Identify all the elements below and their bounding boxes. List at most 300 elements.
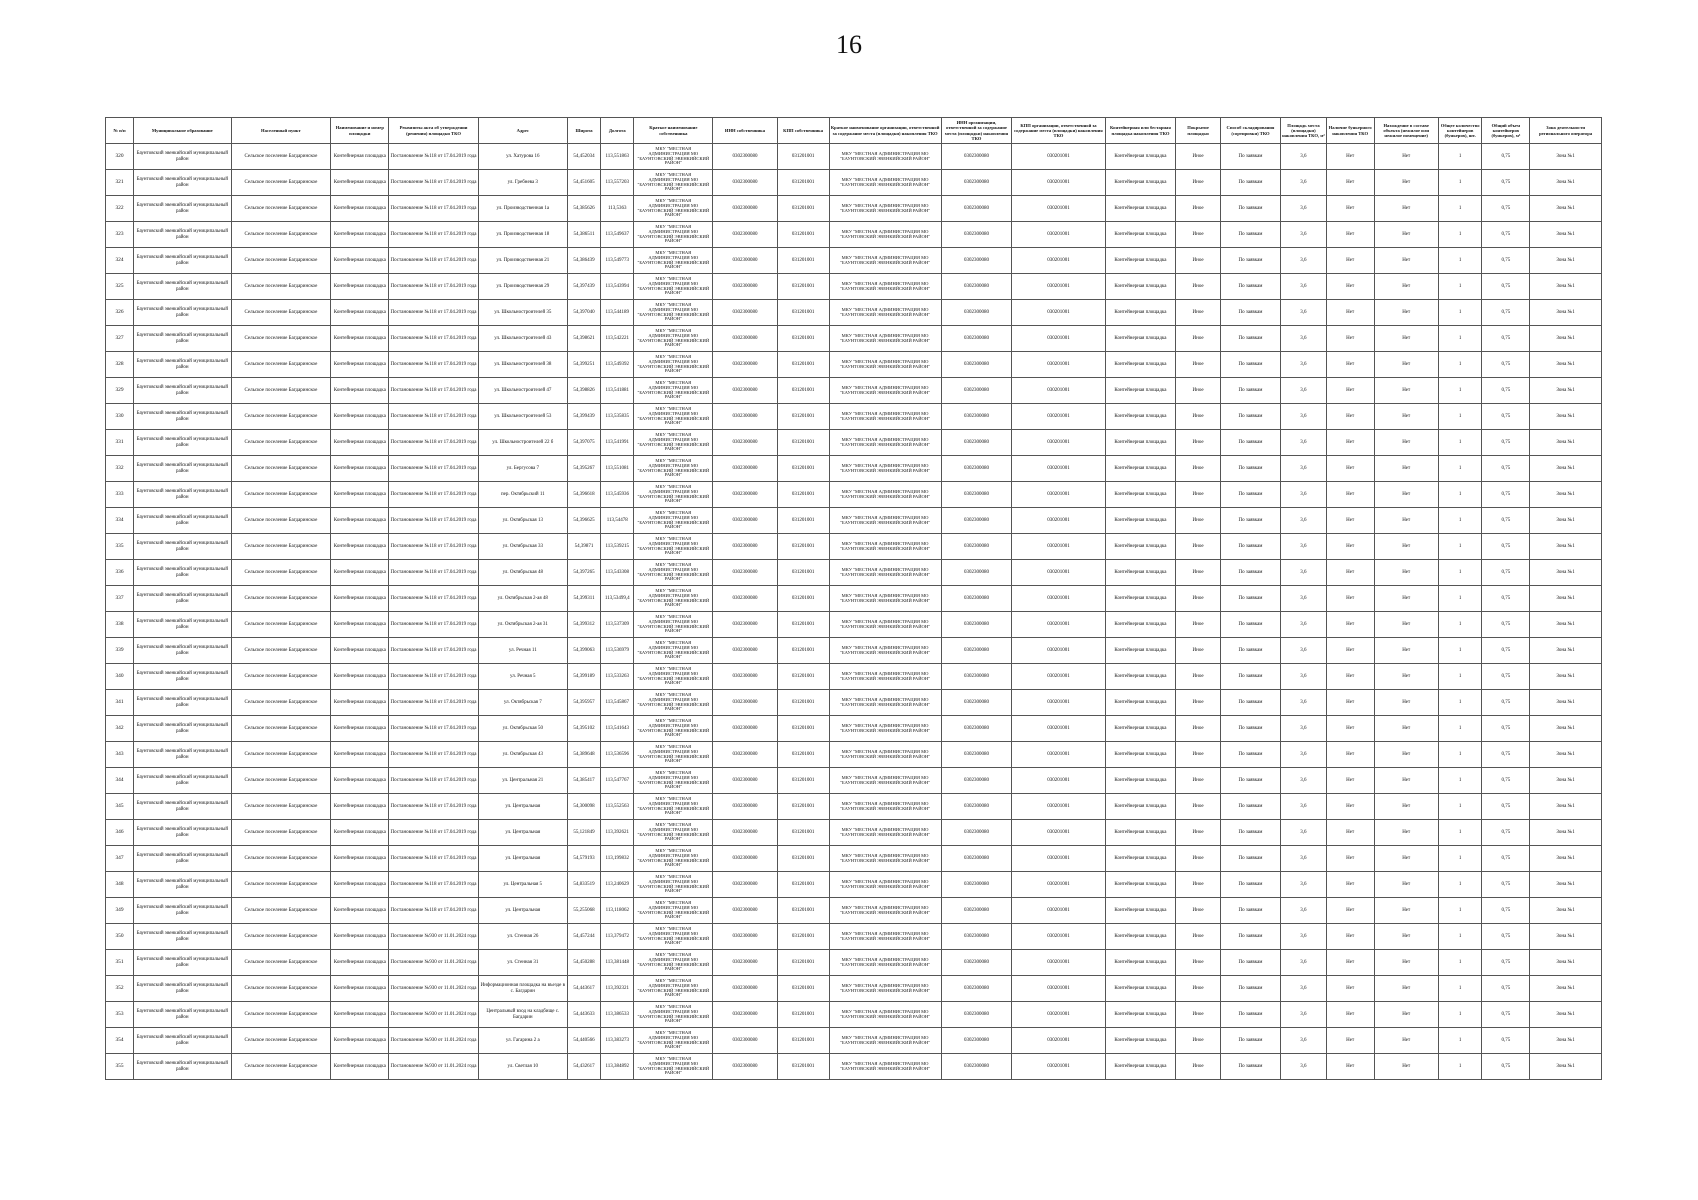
table-cell: 54,450288: [567, 950, 600, 976]
table-cell: Контейнерная площадка: [1105, 1028, 1176, 1054]
table-cell: Сельское поселение Багдаринское: [231, 248, 331, 274]
table-cell: 3,6: [1281, 456, 1327, 482]
table-cell: МКУ "МЕСТНАЯ АДМИНИСТРАЦИЯ МО "БАУНТОВСКИЙ ЭВЕНКИЙСКИЙ РАЙОН": [634, 508, 713, 534]
table-cell: 030201001: [1012, 872, 1105, 898]
table-cell: МКУ "МЕСТНАЯ АДМИНИСТРАЦИЯ МО "БАУНТОВСКИЙ ЭВЕНКИЙСКИЙ РАЙОН": [634, 872, 713, 898]
table-cell: Сельское поселение Багдаринское: [231, 170, 331, 196]
table-cell: ул. Школьностроителей 22 б: [478, 430, 567, 456]
table-cell: Контейнерная площадка: [1105, 560, 1176, 586]
table-cell: По заявкам: [1220, 248, 1280, 274]
table-cell: 352: [106, 976, 134, 1002]
table-cell: 324: [106, 248, 134, 274]
table-cell: 1: [1438, 846, 1482, 872]
table-cell: 0,75: [1482, 1054, 1530, 1080]
table-cell: 031201001: [777, 560, 829, 586]
table-cell: 031201001: [777, 404, 829, 430]
table-cell: 0302300080: [941, 1054, 1012, 1080]
table-cell: Контейнерная площадка: [1105, 690, 1176, 716]
table-cell: 031201001: [777, 534, 829, 560]
table-cell: 1: [1438, 378, 1482, 404]
table-cell: МКУ "МЕСТНАЯ АДМИНИСТРАЦИЯ МО "БАУНТОВСКИЙ ЭВЕНКИЙСКИЙ РАЙОН": [829, 274, 941, 300]
table-cell: Зона №1: [1530, 248, 1602, 274]
table-cell: Иное: [1176, 378, 1221, 404]
table-cell: 342: [106, 716, 134, 742]
table-cell: Нет: [1374, 456, 1438, 482]
table-cell: Сельское поселение Багдаринское: [231, 508, 331, 534]
table-cell: Нет: [1326, 274, 1374, 300]
table-cell: МКУ "МЕСТНАЯ АДМИНИСТРАЦИЯ МО "БАУНТОВСКИЙ ЭВЕНКИЙСКИЙ РАЙОН": [634, 638, 713, 664]
table-cell: 031201001: [777, 170, 829, 196]
table-cell: 1: [1438, 716, 1482, 742]
table-cell: 030201001: [1012, 222, 1105, 248]
table-cell: Сельское поселение Багдаринское: [231, 378, 331, 404]
table-cell: Контейнерная площадка: [331, 534, 389, 560]
table-row: [106, 690, 1602, 716]
table-cell: Постановление №118 от 17.04.2019 года: [389, 430, 478, 456]
table-cell: Нет: [1374, 196, 1438, 222]
table-row: [106, 196, 1602, 222]
table-cell: Нет: [1374, 976, 1438, 1002]
table-cell: Контейнерная площадка: [331, 430, 389, 456]
table-cell: МКУ "МЕСТНАЯ АДМИНИСТРАЦИЯ МО "БАУНТОВСКИЙ ЭВЕНКИЙСКИЙ РАЙОН": [829, 872, 941, 898]
table-cell: 113,541991: [601, 430, 634, 456]
table-cell: ул. Производственная 29: [478, 274, 567, 300]
table-cell: 347: [106, 846, 134, 872]
table-cell: Нет: [1374, 950, 1438, 976]
table-cell: Нет: [1326, 352, 1374, 378]
table-cell: 031201001: [777, 664, 829, 690]
table-cell: МКУ "МЕСТНАЯ АДМИНИСТРАЦИЯ МО "БАУНТОВСКИЙ ЭВЕНКИЙСКИЙ РАЙОН": [634, 456, 713, 482]
table-cell: МКУ "МЕСТНАЯ АДМИНИСТРАЦИЯ МО "БАУНТОВСКИЙ ЭВЕНКИЙСКИЙ РАЙОН": [634, 404, 713, 430]
table-row: [106, 872, 1602, 898]
table-cell: 0302300080: [713, 404, 777, 430]
table-cell: МКУ "МЕСТНАЯ АДМИНИСТРАЦИЯ МО "БАУНТОВСКИЙ ЭВЕНКИЙСКИЙ РАЙОН": [634, 170, 713, 196]
table-cell: 3,6: [1281, 924, 1327, 950]
table-cell: По заявкам: [1220, 820, 1280, 846]
table-cell: Постановление №118 от 17.04.2019 года: [389, 586, 478, 612]
column-header: Краткое наименование собственника: [634, 118, 713, 144]
table-cell: 030201001: [1012, 768, 1105, 794]
table-cell: МКУ "МЕСТНАЯ АДМИНИСТРАЦИЯ МО "БАУНТОВСКИЙ ЭВЕНКИЙСКИЙ РАЙОН": [634, 1002, 713, 1028]
table-row: [106, 1002, 1602, 1028]
table-cell: Баунтовский эвенкийский муниципальный район: [134, 768, 232, 794]
table-cell: 1: [1438, 560, 1482, 586]
table-cell: 54,452034: [567, 144, 600, 170]
table-cell: 351: [106, 950, 134, 976]
table-cell: 113,386533: [601, 1002, 634, 1028]
table-cell: ул. Октябрьская 7: [478, 690, 567, 716]
table-cell: Контейнерная площадка: [1105, 716, 1176, 742]
table-cell: 0302300080: [941, 898, 1012, 924]
table-cell: Контейнерная площадка: [1105, 664, 1176, 690]
table-cell: Сельское поселение Багдаринское: [231, 352, 331, 378]
table-cell: Контейнерная площадка: [331, 1002, 389, 1028]
table-cell: 0302300080: [941, 976, 1012, 1002]
table-cell: Сельское поселение Багдаринское: [231, 300, 331, 326]
table-cell: ул. Октябрьская 33: [478, 534, 567, 560]
table-cell: Сельское поселение Багдаринское: [231, 326, 331, 352]
table-cell: Постановление №118 от 17.04.2019 года: [389, 300, 478, 326]
table-cell: 1: [1438, 742, 1482, 768]
table-cell: Сельское поселение Багдаринское: [231, 976, 331, 1002]
table-cell: 0,75: [1482, 222, 1530, 248]
table-cell: Постановление №118 от 17.04.2019 года: [389, 326, 478, 352]
table-cell: 0302300080: [713, 690, 777, 716]
table-cell: Нет: [1326, 976, 1374, 1002]
table-cell: Зона №1: [1530, 716, 1602, 742]
table-cell: Контейнерная площадка: [1105, 274, 1176, 300]
table-cell: Нет: [1374, 560, 1438, 586]
table-cell: МКУ "МЕСТНАЯ АДМИНИСТРАЦИЯ МО "БАУНТОВСКИЙ ЭВЕНКИЙСКИЙ РАЙОН": [634, 352, 713, 378]
table-cell: Контейнерная площадка: [1105, 586, 1176, 612]
table-cell: По заявкам: [1220, 170, 1280, 196]
table-cell: Постановление №118 от 17.04.2019 года: [389, 690, 478, 716]
table-cell: Зона №1: [1530, 638, 1602, 664]
table-cell: 1: [1438, 456, 1482, 482]
table-cell: 0302300080: [713, 326, 777, 352]
table-cell: 031201001: [777, 1054, 829, 1080]
table-cell: Постановление №118 от 17.04.2019 года: [389, 196, 478, 222]
table-cell: ул. Школьностроителей 47: [478, 378, 567, 404]
table-cell: 0302300080: [941, 638, 1012, 664]
table-cell: Нет: [1374, 352, 1438, 378]
table-cell: 1: [1438, 1054, 1482, 1080]
table-cell: Сельское поселение Багдаринское: [231, 560, 331, 586]
table-cell: Постановление №118 от 17.04.2019 года: [389, 560, 478, 586]
table-cell: 0302300080: [713, 820, 777, 846]
table-cell: Нет: [1374, 638, 1438, 664]
table-cell: По заявкам: [1220, 898, 1280, 924]
table-cell: 0302300080: [713, 144, 777, 170]
table-cell: Баунтовский эвенкийский муниципальный район: [134, 664, 232, 690]
table-cell: МКУ "МЕСТНАЯ АДМИНИСТРАЦИЯ МО "БАУНТОВСКИЙ ЭВЕНКИЙСКИЙ РАЙОН": [634, 664, 713, 690]
table-cell: МКУ "МЕСТНАЯ АДМИНИСТРАЦИЯ МО "БАУНТОВСКИЙ ЭВЕНКИЙСКИЙ РАЙОН": [829, 300, 941, 326]
table-cell: 54,386511: [567, 222, 600, 248]
table-cell: 54,398826: [567, 378, 600, 404]
table-cell: 031201001: [777, 456, 829, 482]
table-cell: По заявкам: [1220, 690, 1280, 716]
table-cell: Баунтовский эвенкийский муниципальный район: [134, 508, 232, 534]
table-cell: 54,39871: [567, 534, 600, 560]
table-cell: 0,75: [1482, 664, 1530, 690]
table-cell: Сельское поселение Багдаринское: [231, 456, 331, 482]
table-cell: МКУ "МЕСТНАЯ АДМИНИСТРАЦИЯ МО "БАУНТОВСКИЙ ЭВЕНКИЙСКИЙ РАЙОН": [829, 742, 941, 768]
table-cell: 113,549392: [601, 352, 634, 378]
table-cell: Иное: [1176, 924, 1221, 950]
table-cell: 0302300080: [713, 248, 777, 274]
table-cell: 0302300080: [713, 378, 777, 404]
table-cell: 0302300080: [941, 1002, 1012, 1028]
table-row: [106, 638, 1602, 664]
table-cell: Зона №1: [1530, 300, 1602, 326]
table-cell: МКУ "МЕСТНАЯ АДМИНИСТРАЦИЯ МО "БАУНТОВСКИЙ ЭВЕНКИЙСКИЙ РАЙОН": [634, 690, 713, 716]
table-cell: Центральный вход на кладбище с. Багдарин: [478, 1002, 567, 1028]
table-cell: Постановление №118 от 17.04.2019 года: [389, 846, 478, 872]
table-cell: Контейнерная площадка: [331, 170, 389, 196]
table-cell: Сельское поселение Багдаринское: [231, 924, 331, 950]
table-cell: По заявкам: [1220, 924, 1280, 950]
table-cell: Нет: [1374, 534, 1438, 560]
table-cell: 0,75: [1482, 872, 1530, 898]
table-cell: 031201001: [777, 794, 829, 820]
table-cell: 54,579193: [567, 846, 600, 872]
table-cell: 0302300080: [713, 976, 777, 1002]
table-cell: 031201001: [777, 430, 829, 456]
table-cell: ул. Речная 5: [478, 664, 567, 690]
table-cell: 0302300080: [941, 196, 1012, 222]
table-cell: 113,547767: [601, 768, 634, 794]
table-cell: Контейнерная площадка: [1105, 846, 1176, 872]
table-row: [106, 300, 1602, 326]
table-cell: Баунтовский эвенкийский муниципальный район: [134, 846, 232, 872]
table-cell: 54,399189: [567, 664, 600, 690]
table-cell: 0302300080: [941, 274, 1012, 300]
table-cell: 1: [1438, 300, 1482, 326]
table-cell: 340: [106, 664, 134, 690]
table-cell: 3,6: [1281, 404, 1327, 430]
table-cell: 0302300080: [713, 508, 777, 534]
table-cell: 54,398621: [567, 326, 600, 352]
table-cell: 0,75: [1482, 950, 1530, 976]
table-cell: По заявкам: [1220, 196, 1280, 222]
table-cell: По заявкам: [1220, 1028, 1280, 1054]
table-cell: Баунтовский эвенкийский муниципальный район: [134, 404, 232, 430]
table-cell: Зона №1: [1530, 430, 1602, 456]
table-cell: Иное: [1176, 456, 1221, 482]
table-cell: Контейнерная площадка: [1105, 170, 1176, 196]
table-cell: 0302300080: [941, 482, 1012, 508]
table-cell: 0302300080: [941, 768, 1012, 794]
table-cell: Нет: [1326, 924, 1374, 950]
table-cell: 030201001: [1012, 846, 1105, 872]
table-row: [106, 664, 1602, 690]
table-cell: Постановление №118 от 17.04.2019 года: [389, 222, 478, 248]
table-row: [106, 794, 1602, 820]
table-cell: 031201001: [777, 300, 829, 326]
table-cell: Контейнерная площадка: [331, 508, 389, 534]
table-cell: 113,240629: [601, 872, 634, 898]
table-cell: МКУ "МЕСТНАЯ АДМИНИСТРАЦИЯ МО "БАУНТОВСКИЙ ЭВЕНКИЙСКИЙ РАЙОН": [634, 534, 713, 560]
table-cell: Зона №1: [1530, 274, 1602, 300]
table-cell: Зона №1: [1530, 404, 1602, 430]
table-cell: Зона №1: [1530, 664, 1602, 690]
table-cell: Иное: [1176, 508, 1221, 534]
table-cell: Контейнерная площадка: [1105, 508, 1176, 534]
table-cell: 0,75: [1482, 300, 1530, 326]
table-cell: 113,383273: [601, 1028, 634, 1054]
table-cell: Контейнерная площадка: [1105, 534, 1176, 560]
table-cell: Зона №1: [1530, 170, 1602, 196]
table-cell: 1: [1438, 482, 1482, 508]
table-cell: 54,386439: [567, 248, 600, 274]
table-cell: По заявкам: [1220, 274, 1280, 300]
table-cell: Нет: [1326, 950, 1374, 976]
table-cell: 0302300080: [941, 456, 1012, 482]
table-cell: 346: [106, 820, 134, 846]
table-cell: По заявкам: [1220, 326, 1280, 352]
table-cell: МКУ "МЕСТНАЯ АДМИНИСТРАЦИЯ МО "БАУНТОВСКИЙ ЭВЕНКИЙСКИЙ РАЙОН": [829, 586, 941, 612]
table-cell: 030201001: [1012, 638, 1105, 664]
table-cell: ул. Светлая 10: [478, 1054, 567, 1080]
table-row: [106, 586, 1602, 612]
table-cell: 339: [106, 638, 134, 664]
table-cell: Нет: [1326, 846, 1374, 872]
table-cell: Зона №1: [1530, 482, 1602, 508]
table-cell: 3,6: [1281, 612, 1327, 638]
table-cell: Зона №1: [1530, 612, 1602, 638]
table-cell: 031201001: [777, 846, 829, 872]
table-cell: Постановление №930 от 11.01.2024 года: [389, 976, 478, 1002]
table-cell: Баунтовский эвенкийский муниципальный район: [134, 742, 232, 768]
table-cell: 113,536596: [601, 742, 634, 768]
table-cell: Сельское поселение Багдаринское: [231, 482, 331, 508]
table-cell: 3,6: [1281, 846, 1327, 872]
table-cell: Зона №1: [1530, 508, 1602, 534]
table-cell: 54,833519: [567, 872, 600, 898]
table-cell: 1: [1438, 612, 1482, 638]
table-cell: Контейнерная площадка: [331, 144, 389, 170]
table-cell: 0302300080: [941, 404, 1012, 430]
table-cell: 030201001: [1012, 664, 1105, 690]
table-cell: 0,75: [1482, 898, 1530, 924]
table-cell: 030201001: [1012, 560, 1105, 586]
table-cell: 030201001: [1012, 1054, 1105, 1080]
table-cell: Контейнерная площадка: [1105, 924, 1176, 950]
table-cell: 338: [106, 612, 134, 638]
table-cell: Нет: [1374, 404, 1438, 430]
table-cell: 0,75: [1482, 820, 1530, 846]
table-cell: 0302300080: [941, 872, 1012, 898]
table-row: [106, 924, 1602, 950]
column-header: КПП организации, ответственной за содержание места (площадки) накопления ТКО: [1012, 118, 1105, 144]
table-cell: 0302300080: [941, 690, 1012, 716]
table-cell: Контейнерная площадка: [331, 248, 389, 274]
table-row: [106, 222, 1602, 248]
table-row: [106, 326, 1602, 352]
table-cell: МКУ "МЕСТНАЯ АДМИНИСТРАЦИЯ МО "БАУНТОВСКИЙ ЭВЕНКИЙСКИЙ РАЙОН": [634, 794, 713, 820]
table-cell: МКУ "МЕСТНАЯ АДМИНИСТРАЦИЯ МО "БАУНТОВСКИЙ ЭВЕНКИЙСКИЙ РАЙОН": [829, 716, 941, 742]
table-cell: Баунтовский эвенкийский муниципальный район: [134, 560, 232, 586]
table-cell: Иное: [1176, 430, 1221, 456]
table-cell: Иное: [1176, 1054, 1221, 1080]
table-cell: 0302300080: [941, 326, 1012, 352]
table-cell: Контейнерная площадка: [1105, 300, 1176, 326]
table-cell: Постановление №118 от 17.04.2019 года: [389, 144, 478, 170]
table-cell: Сельское поселение Багдаринское: [231, 274, 331, 300]
table-cell: ул. Центральная 5: [478, 872, 567, 898]
table-cell: Зона №1: [1530, 846, 1602, 872]
table-cell: ул. Центральная: [478, 820, 567, 846]
table-cell: 113,537309: [601, 612, 634, 638]
table-cell: Контейнерная площадка: [1105, 898, 1176, 924]
table-cell: 113,549773: [601, 248, 634, 274]
table-cell: 54,397040: [567, 300, 600, 326]
table-cell: Нет: [1374, 846, 1438, 872]
table-cell: Постановление №118 от 17.04.2019 года: [389, 898, 478, 924]
column-header: Долгота: [601, 118, 634, 144]
table-cell: 343: [106, 742, 134, 768]
table-cell: Нет: [1326, 638, 1374, 664]
table-cell: 337: [106, 586, 134, 612]
table-cell: 113,533263: [601, 664, 634, 690]
table-cell: 030201001: [1012, 1028, 1105, 1054]
table-cell: Контейнерная площадка: [331, 794, 389, 820]
table-cell: Баунтовский эвенкийский муниципальный район: [134, 1054, 232, 1080]
table-cell: Контейнерная площадка: [331, 742, 389, 768]
table-cell: МКУ "МЕСТНАЯ АДМИНИСТРАЦИЯ МО "БАУНТОВСКИЙ ЭВЕНКИЙСКИЙ РАЙОН": [829, 508, 941, 534]
table-cell: Иное: [1176, 170, 1221, 196]
table-cell: 0302300080: [713, 612, 777, 638]
table-cell: 0,75: [1482, 794, 1530, 820]
table-row: [106, 378, 1602, 404]
table-cell: ул. Речная 11: [478, 638, 567, 664]
table-cell: 331: [106, 430, 134, 456]
table-cell: Сельское поселение Багдаринское: [231, 794, 331, 820]
table-cell: 113,384892: [601, 1054, 634, 1080]
table-cell: Нет: [1374, 820, 1438, 846]
table-row: [106, 144, 1602, 170]
table-cell: Постановление №118 от 17.04.2019 года: [389, 378, 478, 404]
table-cell: Сельское поселение Багдаринское: [231, 690, 331, 716]
table-row: [106, 430, 1602, 456]
table-cell: 54,440566: [567, 1028, 600, 1054]
table-cell: ул. Школьностроителей 38: [478, 352, 567, 378]
table-cell: 0302300080: [941, 794, 1012, 820]
table-cell: Постановление №118 от 17.04.2019 года: [389, 794, 478, 820]
table-cell: ул. Производственная 21: [478, 248, 567, 274]
table-cell: Нет: [1326, 586, 1374, 612]
table-cell: 54,399312: [567, 612, 600, 638]
table-cell: 113,53499,4: [601, 586, 634, 612]
table-cell: Контейнерная площадка: [1105, 768, 1176, 794]
table-cell: 1: [1438, 144, 1482, 170]
table-cell: Информационная площадка на въезде в с. Багдарин: [478, 976, 567, 1002]
table-cell: 0302300080: [941, 534, 1012, 560]
table-cell: МКУ "МЕСТНАЯ АДМИНИСТРАЦИЯ МО "БАУНТОВСКИЙ ЭВЕНКИЙСКИЙ РАЙОН": [634, 1028, 713, 1054]
table-cell: Баунтовский эвенкийский муниципальный район: [134, 352, 232, 378]
table-cell: 0302300080: [713, 664, 777, 690]
table-cell: Нет: [1374, 586, 1438, 612]
table-cell: Контейнерная площадка: [331, 872, 389, 898]
table-cell: 0302300080: [713, 924, 777, 950]
table-cell: Постановление №930 от 11.01.2024 года: [389, 950, 478, 976]
table-cell: 3,6: [1281, 560, 1327, 586]
table-cell: 113,541643: [601, 716, 634, 742]
column-header: Способ складирования (сортировки) ТКО: [1220, 118, 1280, 144]
table-cell: По заявкам: [1220, 508, 1280, 534]
table-cell: Зона №1: [1530, 378, 1602, 404]
table-cell: 0302300080: [941, 170, 1012, 196]
table-cell: Баунтовский эвенкийский муниципальный район: [134, 196, 232, 222]
table-cell: Контейнерная площадка: [1105, 404, 1176, 430]
table-cell: Иное: [1176, 248, 1221, 274]
table-cell: Баунтовский эвенкийский муниципальный район: [134, 274, 232, 300]
column-header: Наименование и номер площадки: [331, 118, 389, 144]
table-cell: ул. Октябрьская 2-ая 48: [478, 586, 567, 612]
table-cell: Контейнерная площадка: [331, 326, 389, 352]
table-cell: Баунтовский эвенкийский муниципальный район: [134, 430, 232, 456]
table-cell: Контейнерная площадка: [331, 456, 389, 482]
table-cell: 031201001: [777, 950, 829, 976]
table-cell: 1: [1438, 898, 1482, 924]
table-cell: МКУ "МЕСТНАЯ АДМИНИСТРАЦИЯ МО "БАУНТОВСКИЙ ЭВЕНКИЙСКИЙ РАЙОН": [829, 404, 941, 430]
table-cell: 0302300080: [941, 144, 1012, 170]
table-cell: Постановление №930 от 11.01.2024 года: [389, 1028, 478, 1054]
table-cell: 54,397265: [567, 560, 600, 586]
table-cell: Сельское поселение Багдаринское: [231, 534, 331, 560]
table-cell: 0,75: [1482, 1028, 1530, 1054]
table-cell: Иное: [1176, 638, 1221, 664]
